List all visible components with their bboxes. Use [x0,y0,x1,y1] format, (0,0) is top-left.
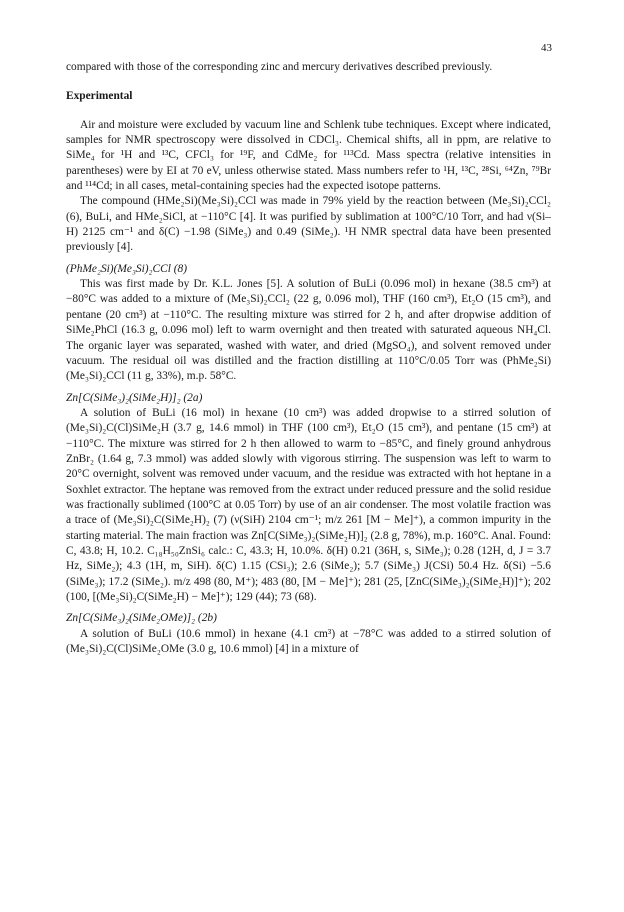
paragraph-compound-2a: A solution of BuLi (16 mol) in hexane (10 cm³) was added dropwise to a stirred solution of (Me₃Si)₂C(Cl)SiMe₂H (3.7 g, 14.6 mmol) in THF (100 cm³), Et₂O (15 cm³), and pentane (15 cm³) at −110°C. The mixture was stirred for 2 h then allowed to warm to −85°C, and finely ground anhydrous ZnBr₂ (1.64 g, 7.3 mmol) was added slowly with vigorous stirring. The suspension was left to warm to 20°C overnight, solvent was removed under vacuum, and the residue was extracted with hot heptane in a Soxhlet extractor. The heptane was removed from the extract under reduced pressure and the solid residue was fractionally sublimed (100°C at 0.05 Torr) by use of an air condenser. The most volatile fraction was a trace of (Me₃Si)₂C(SiMe₂H)₂ (7) (ν(SiH) 2104 cm⁻¹; m/z 261 [M − Me]⁺), a common impurity in the starting material. The main fraction was Zn[C(SiMe₃)₂(SiMe₂H)]₂ (2.8 g, 78%), m.p. 160°C. Anal. Found: C, 43.8; H, 10.2. C₁₈H₅₀ZnSi₆ calc.: C, 43.3; H, 10.0%. δ(H) 0.21 (36H, s, SiMe₃); 0.28 (12H, d, J = 3.7 Hz, SiMe₂); 4.3 (1H, m, SiH). δ(C) 1.15 (CSi₃); 2.6 (SiMe₂); 5.7 (SiMe₃) J(CSi) 50.4 Hz. δ(Si) −5.6 (SiMe₃); 17.2 (SiMe₂). m/z 498 (80, M⁺); 483 (80, [M − Me]⁺); 281 (25, [ZnC(SiMe₃)₂(SiMe₂H)]⁺); 202 (100, [(Me₃Si)₂C(SiMe₂H) − Me]⁺); 129 (44); 73 (68). [66,406,551,603]
paragraph-compound-6: The compound (HMe₂Si)(Me₃Si)₂CCl was made in 79% yield by the reaction between (Me₃Si)₂CCl₂ (6), BuLi, and HMe₂SiCl, at −110°C [4]. It was purified by sublimation at 100°C/10 Torr, and had ν(Si–H) 2125 cm⁻¹ and δ(C) −1.98 (SiMe₃) and 0.49 (SiMe₂). ¹H NMR spectral data have been presented previously [4]. [66,195,551,254]
paragraph-general-methods: Air and moisture were excluded by vacuum line and Schlenk tube techniques. Except where indicated, samples for NMR spectroscopy were dissolved in CDCl₃. Chemical shifts, all in ppm, are relative to SiMe₄ for ¹H and ¹³C, CFCl₃ for ¹⁹F, and CdMe₂ for ¹¹³Cd. Mass spectra (relative intensities in parentheses) were by EI at 70 eV, unless otherwise stated. Mass numbers refer to ¹H, ¹³C, ²⁸Si, ⁶⁴Zn, ⁷⁹Br and ¹¹⁴Cd; in all cases, metal-containing species had the expected isotope patterns. [66,118,551,193]
page-number: 43 [541,42,552,54]
intro-paragraph: compared with those of the corresponding zinc and mercury derivatives described previously. [66,61,493,73]
heading-compound-2a: Zn[C(SiMe₃)₂(SiMe₂H)]₂ (2a) [66,391,203,404]
heading-compound-2b: Zn[C(SiMe₃)₂(SiMe₂OMe)]₂ (2b) [66,612,217,625]
section-heading-experimental: Experimental [66,90,133,103]
page-body [66,60,551,657]
paragraph-compound-8: This was first made by Dr. K.L. Jones [5]. A solution of BuLi (0.096 mol) in hexane (38.5 cm³) at −80°C was added to a mixture of (Me₃Si)₂CCl₂ (22 g, 0.096 mol), THF (160 cm³), Et₂O (15 cm³), and pentane (20 cm³) at −110°C. The resulting mixture was stirred for 2 h, and after dropwise addition of SiMe₂PhCl (16.3 g, 0.096 mol) left to warm overnight and then treated with saturated aqueous NH₄Cl. The organic layer was separated, washed with water, and dried (MgSO₄), and solvent removed under vacuum. The residual oil was distilled and the fraction distilling at 110°C/0.05 Torr was (PhMe₂Si)(Me₃Si)₂CCl (11 g, 33%), m.p. 58°C. [66,278,551,383]
paragraph-compound-2b: A solution of BuLi (10.6 mmol) in hexane (4.1 cm³) at −78°C was added to a stirred solution of (Me₃Si)₂C(Cl)SiMe₂OMe (3.0 g, 10.6 mmol) [4] in a mixture of [66,627,551,656]
heading-compound-8: (PhMe₂Si)(Me₃Si)₂CCl (8) [66,262,188,275]
